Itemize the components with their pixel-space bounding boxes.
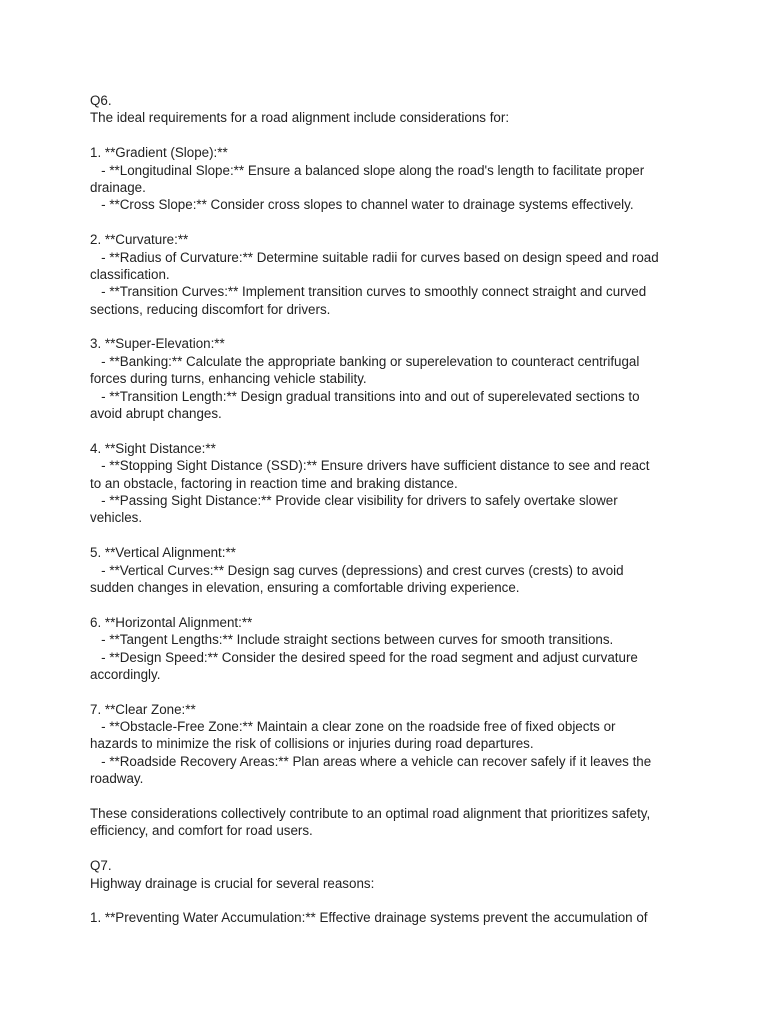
text-line: - **Transition Curves:** Implement transition curves to smoothly connect straight and curved bbox=[90, 284, 647, 300]
blank-line bbox=[90, 127, 690, 144]
blank-line bbox=[90, 788, 690, 805]
text-line: 2. **Curvature:** bbox=[90, 232, 189, 248]
text-line: - **Design Speed:** Consider the desired speed for the road segment and adjust curvature bbox=[90, 649, 638, 665]
text-line: - **Vertical Curves:** Design sag curves (depressions) and crest curves (crests) to avoid bbox=[90, 562, 624, 578]
text-line: - **Tangent Lengths:** Include straight sections between curves for smooth transitions. bbox=[90, 632, 614, 648]
blank-line bbox=[90, 596, 690, 613]
blank-line bbox=[90, 214, 690, 231]
text-line: forces during turns, enhancing vehicle stability. bbox=[90, 371, 367, 387]
blank-line bbox=[90, 318, 690, 335]
blank-line bbox=[90, 840, 690, 857]
text-line: 7. **Clear Zone:** bbox=[90, 701, 196, 717]
text-line: The ideal requirements for a road alignment include considerations for: bbox=[90, 110, 510, 126]
text-line: 6. **Horizontal Alignment:** bbox=[90, 614, 253, 630]
text-line: - **Longitudinal Slope:** Ensure a balanced slope along the road's length to facilitate proper bbox=[90, 162, 645, 178]
text-line: These considerations collectively contribute to an optimal road alignment that prioritizes safety, bbox=[90, 806, 651, 822]
text-line: efficiency, and comfort for road users. bbox=[90, 823, 313, 839]
text-line: - **Banking:** Calculate the appropriate banking or superelevation to counteract centrifugal bbox=[90, 353, 640, 369]
text-line: Q7. bbox=[90, 858, 112, 874]
blank-line bbox=[90, 892, 690, 909]
text-line: - **Radius of Curvature:** Determine suitable radii for curves based on design speed and road bbox=[90, 249, 659, 265]
text-line: - **Passing Sight Distance:** Provide clear visibility for drivers to safely overtake slower bbox=[90, 492, 618, 508]
text-line: drainage. bbox=[90, 179, 146, 195]
blank-line bbox=[90, 422, 690, 439]
text-line: 4. **Sight Distance:** bbox=[90, 440, 216, 456]
text-line: sections, reducing discomfort for drivers. bbox=[90, 301, 331, 317]
text-line: - **Stopping Sight Distance (SSD):** Ensure drivers have sufficient distance to see and react bbox=[90, 458, 650, 474]
text-line: classification. bbox=[90, 266, 170, 282]
text-line: roadway. bbox=[90, 771, 144, 787]
text-line: - **Obstacle-Free Zone:** Maintain a clear zone on the roadside free of fixed objects or bbox=[90, 719, 616, 735]
text-line: Highway drainage is crucial for several reasons: bbox=[90, 875, 375, 891]
document-body bbox=[90, 92, 690, 927]
text-line: accordingly. bbox=[90, 666, 161, 682]
text-line: - **Cross Slope:** Consider cross slopes to channel water to drainage systems effectively. bbox=[90, 197, 634, 213]
text-line: 3. **Super-Elevation:** bbox=[90, 336, 225, 352]
text-line: avoid abrupt changes. bbox=[90, 406, 222, 422]
text-line: 1. **Gradient (Slope):** bbox=[90, 145, 228, 161]
text-line: - **Transition Length:** Design gradual transitions into and out of superelevated sections to bbox=[90, 388, 640, 404]
text-line: sudden changes in elevation, ensuring a comfortable driving experience. bbox=[90, 579, 520, 595]
text-line: vehicles. bbox=[90, 510, 143, 526]
text-line: to an obstacle, factoring in reaction time and braking distance. bbox=[90, 475, 458, 491]
text-line: - **Roadside Recovery Areas:** Plan areas where a vehicle can recover safely if it leaves the bbox=[90, 753, 652, 769]
text-line: 5. **Vertical Alignment:** bbox=[90, 545, 236, 561]
blank-line bbox=[90, 527, 690, 544]
text-line: Q6. bbox=[90, 93, 112, 108]
text-line: 1. **Preventing Water Accumulation:** Effective drainage systems prevent the accumulation of bbox=[90, 910, 648, 926]
text-line: hazards to minimize the risk of collisions or injuries during road departures. bbox=[90, 736, 534, 752]
blank-line bbox=[90, 683, 690, 700]
